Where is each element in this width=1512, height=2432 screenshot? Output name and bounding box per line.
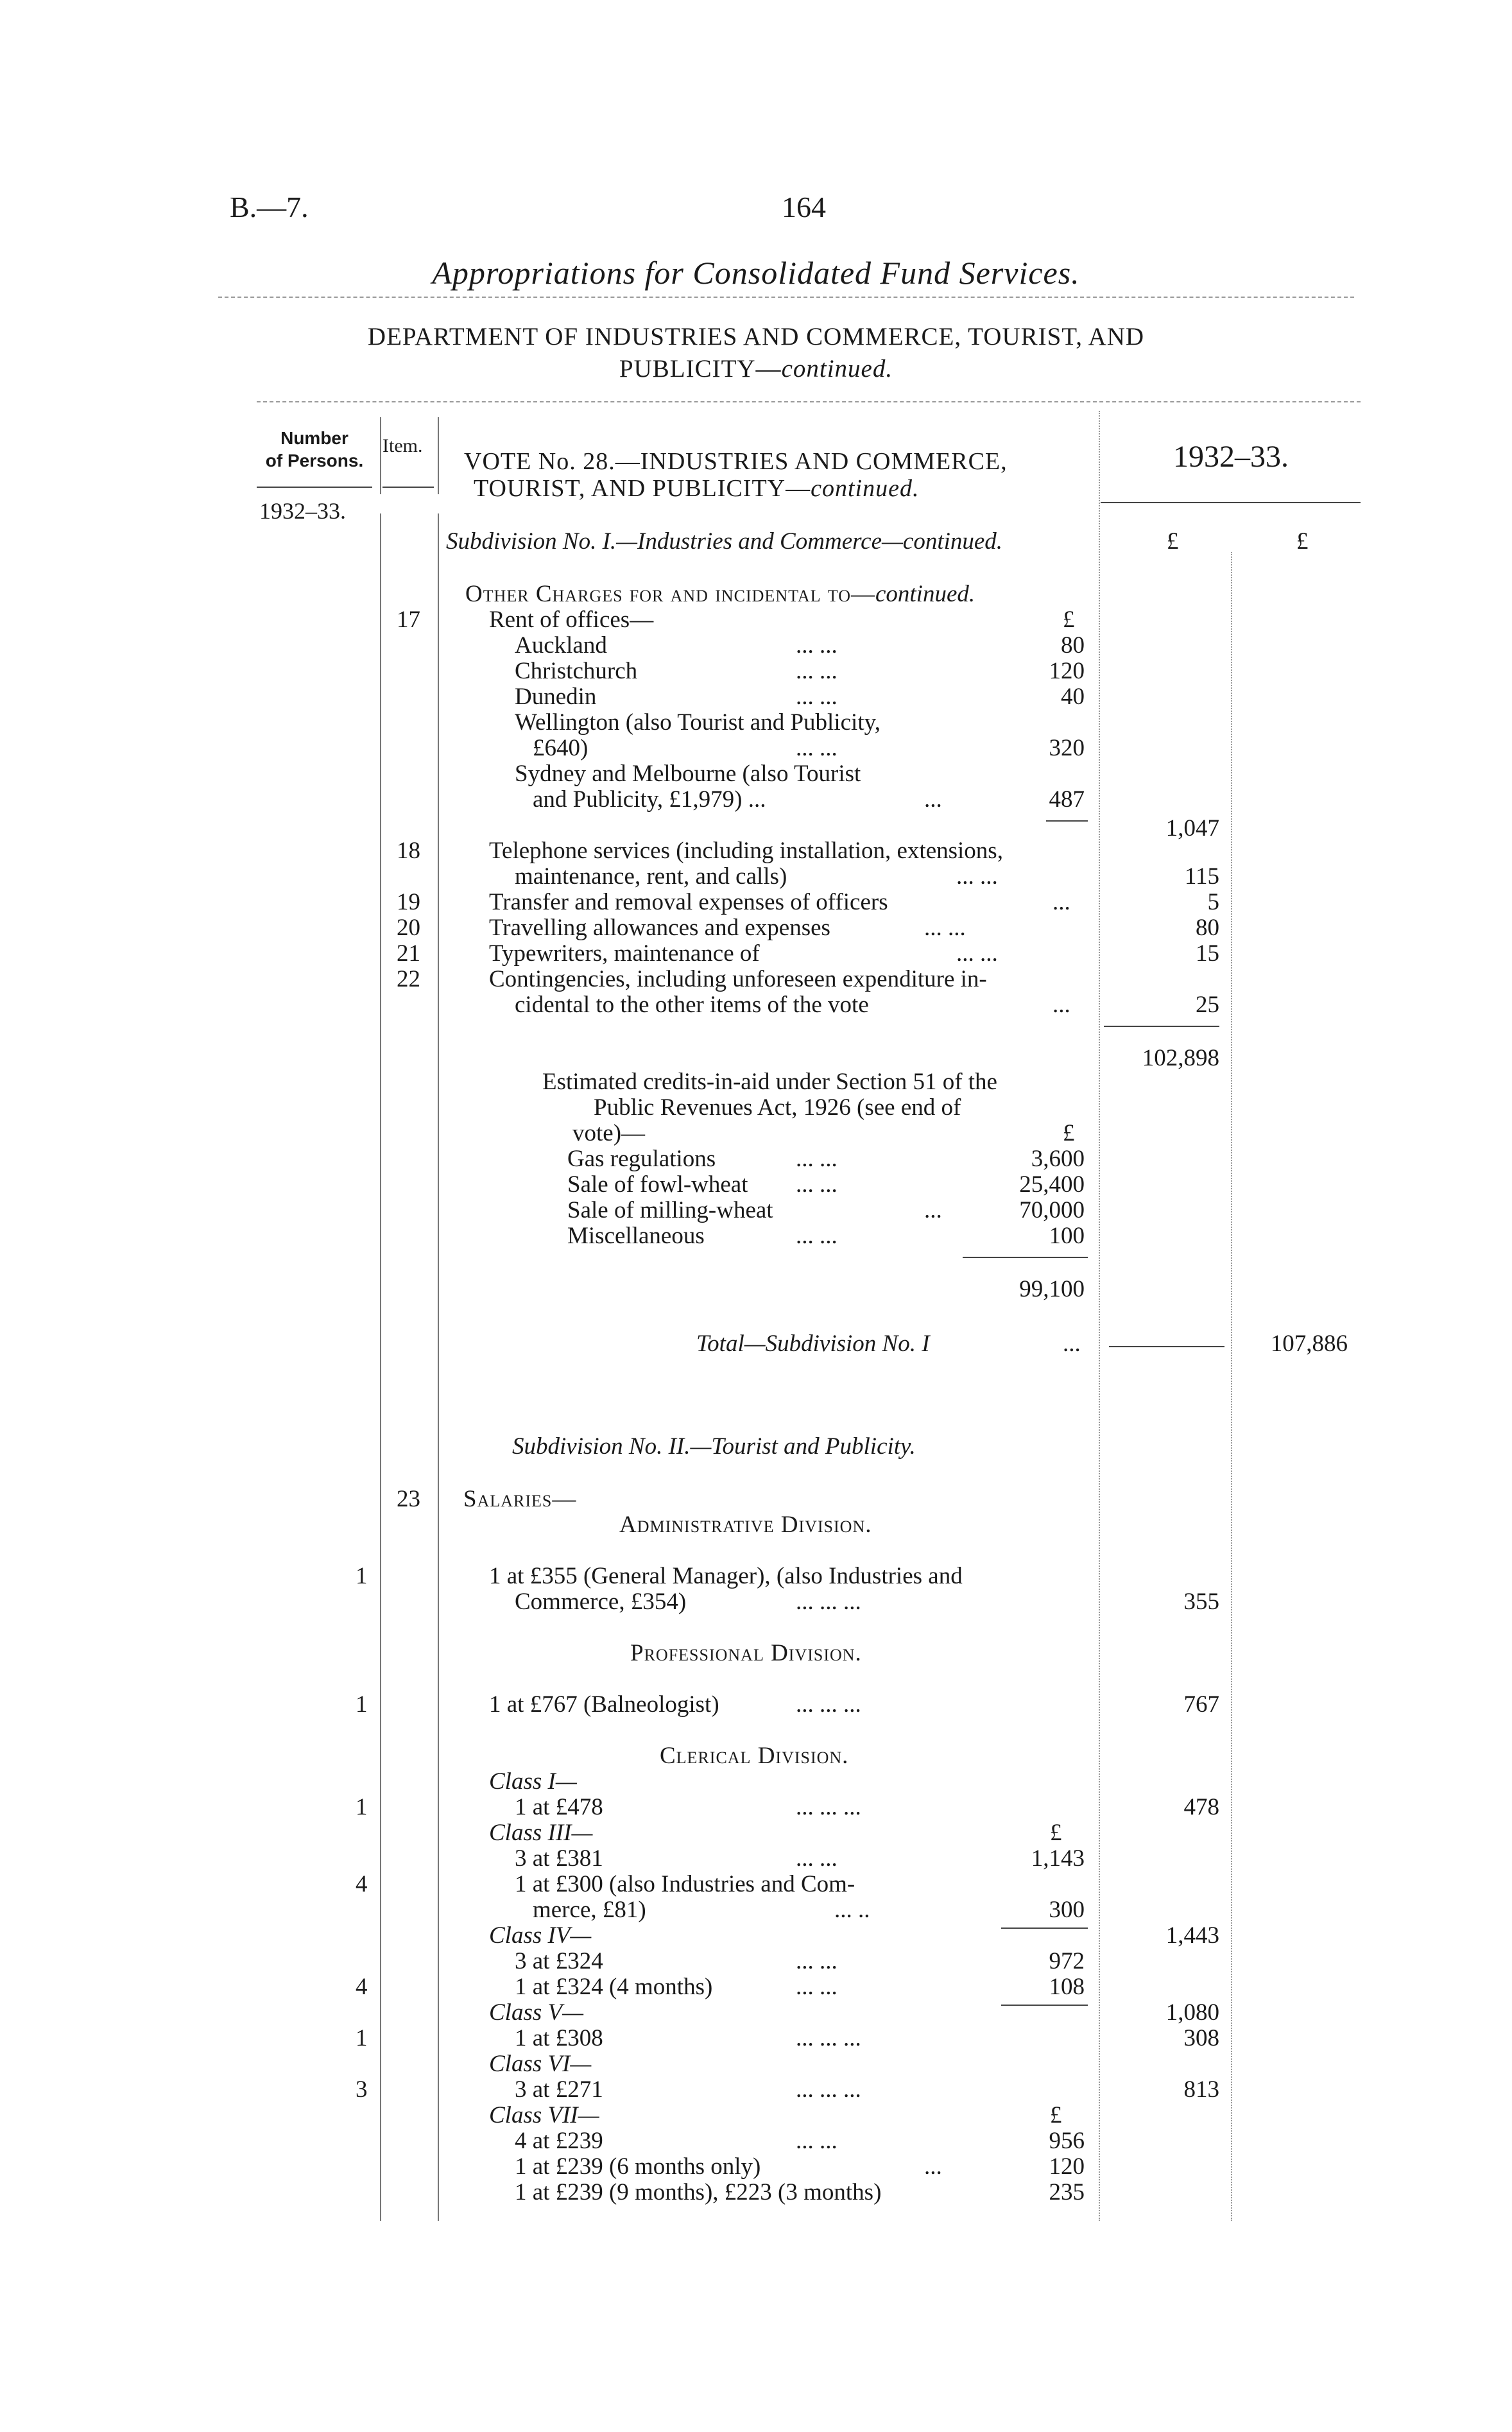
- administrative-division-heading: Administrative Division.: [619, 1512, 872, 1538]
- amount: 40: [1061, 684, 1085, 710]
- amount: 108: [1049, 1974, 1085, 2000]
- telephone-services-cont: maintenance, rent, and calls): [515, 863, 787, 890]
- class-heading: Class V—: [489, 1999, 584, 2026]
- credit-milling-wheat: Sale of milling-wheat: [567, 1197, 773, 1223]
- subdivision-2-heading: Subdivision No. II.—Tourist and Publicity.: [512, 1433, 916, 1460]
- subdivision-1-total: 107,886: [1270, 1331, 1348, 1357]
- year-heading-rule: [1101, 502, 1361, 503]
- leader-dots: ... ... ...: [796, 2025, 861, 2051]
- transfer-expenses: Transfer and removal expenses of officers: [489, 889, 888, 915]
- leader-dots: ... ...: [924, 915, 966, 941]
- leader-dots: ... ..: [834, 1897, 870, 1923]
- typewriters-maintenance: Typewriters, maintenance of: [489, 940, 760, 967]
- leader-dots: ... ...: [796, 632, 838, 659]
- leader-dots: ... ...: [796, 1171, 838, 1198]
- pound-sign: £: [1050, 1820, 1062, 1846]
- year-column-left: 1932–33.: [259, 498, 346, 524]
- vote-heading-line2: TOURIST, AND PUBLICITY—continued.: [474, 475, 920, 502]
- rent-auckland: Auckland: [515, 632, 607, 659]
- leader-dots: ...: [924, 1197, 942, 1223]
- contingencies-cont: cidental to the other items of the vote: [515, 992, 869, 1018]
- credits-in-aid-heading-cont: vote)—: [572, 1120, 646, 1146]
- header-divider: [257, 401, 1361, 402]
- rent-sydney-melbourne-cont: and Publicity, £1,979) ...: [533, 786, 766, 813]
- amount: 478: [1183, 1794, 1219, 1820]
- credits-total: 99,100: [1019, 1276, 1085, 1302]
- column-heading-persons: Number of Persons.: [265, 428, 364, 470]
- subtotal-rule: [1001, 2005, 1088, 2006]
- class-7-salary: 1 at £239 (6 months only): [515, 2153, 761, 2180]
- class-4-salary: 1 at £324 (4 months): [515, 1974, 713, 2000]
- column-rule: [438, 417, 439, 494]
- rent-wellington-cont: £640): [533, 735, 588, 761]
- class-6-salary: 3 at £271: [515, 2076, 603, 2103]
- pound-sign: £: [1063, 1120, 1075, 1146]
- department-heading-line2: PUBLICITY—continued.: [619, 355, 893, 383]
- amount: 120: [1049, 658, 1085, 684]
- class-3-total: 1,443: [1165, 1922, 1219, 1949]
- amount: 15: [1196, 940, 1219, 967]
- class-heading: Class I—: [489, 1768, 577, 1795]
- class-heading: Class IV—: [489, 1922, 592, 1949]
- subtotal-rule: [1046, 820, 1088, 822]
- amount: 80: [1061, 632, 1085, 659]
- class-1-salary: 1 at £478: [515, 1794, 603, 1820]
- leader-dots: ... ...: [796, 1845, 838, 1872]
- credit-miscellaneous: Miscellaneous: [567, 1223, 705, 1249]
- leader-dots: ... ... ...: [796, 1589, 861, 1615]
- credits-in-aid-heading-cont: Public Revenues Act, 1926 (see end of: [594, 1094, 961, 1121]
- balneologist-salary: 1 at £767 (Balneologist): [489, 1691, 719, 1718]
- amount: 120: [1049, 2153, 1085, 2180]
- leader-dots: ... ...: [796, 658, 838, 684]
- credit-gas-regulations: Gas regulations: [567, 1146, 716, 1172]
- leader-dots: ...: [1063, 1331, 1081, 1357]
- leader-dots: ... ... ...: [796, 2076, 861, 2103]
- subtotal-rule: [963, 1257, 1088, 1258]
- title-divider: [218, 297, 1354, 298]
- leader-dots: ... ...: [796, 2128, 838, 2154]
- page-title: Appropriations for Consolidated Fund Services.: [432, 255, 1080, 291]
- amount: 70,000: [1019, 1197, 1085, 1223]
- rent-sydney-melbourne: Sydney and Melbourne (also Tourist: [515, 761, 861, 787]
- class-heading: Class VI—: [489, 2051, 592, 2077]
- contingencies: Contingencies, including unforeseen expenditure in-: [489, 966, 987, 992]
- item-heading-rule: [382, 487, 434, 488]
- amount: 3,600: [1031, 1146, 1085, 1172]
- class-3-salary-cont: merce, £81): [533, 1897, 646, 1923]
- item-number: 23: [397, 1486, 420, 1512]
- persons-count: 3: [356, 2076, 368, 2103]
- pound-column-1: £: [1167, 528, 1179, 555]
- item-number: 18: [397, 838, 420, 864]
- professional-division-heading: Professional Division.: [630, 1640, 862, 1666]
- document-reference: B.—7.: [230, 191, 309, 223]
- class-3-salary: 1 at £300 (also Industries and Com-: [515, 1871, 855, 1897]
- leader-dots: ...: [924, 786, 942, 813]
- clerical-division-heading: Clerical Division.: [660, 1743, 849, 1769]
- travelling-allowances: Travelling allowances and expenses: [489, 915, 830, 941]
- salaries-heading: Salaries—: [463, 1486, 577, 1512]
- class-heading: Class VII—: [489, 2102, 599, 2128]
- persons-count: 4: [356, 1974, 368, 2000]
- persons-heading-rule: [257, 487, 372, 488]
- leader-dots: ... ...: [796, 684, 838, 710]
- amount: 235: [1049, 2179, 1085, 2205]
- rent-wellington: Wellington (also Tourist and Publicity,: [515, 709, 881, 736]
- total-rule: [1109, 1346, 1224, 1347]
- pound-column-2: £: [1296, 528, 1309, 555]
- column-rule: [380, 417, 381, 494]
- item-number: 17: [397, 607, 420, 633]
- item-number: 19: [397, 889, 420, 915]
- class-heading: Class III—: [489, 1820, 593, 1846]
- amount: 25,400: [1019, 1171, 1085, 1198]
- persons-count: 1: [356, 1563, 368, 1589]
- item-number: 21: [397, 940, 420, 967]
- leader-dots: ... ... ...: [796, 1794, 861, 1820]
- amount: 813: [1183, 2076, 1219, 2103]
- pound-sign: £: [1063, 607, 1075, 633]
- rent-dunedin: Dunedin: [515, 684, 597, 710]
- persons-count: 1: [356, 2025, 368, 2051]
- column-rule: [1231, 552, 1232, 2221]
- item-number: 20: [397, 915, 420, 941]
- credits-in-aid-heading: Estimated credits-in-aid under Section 51 of the: [542, 1069, 997, 1095]
- amount: 767: [1183, 1691, 1219, 1718]
- subdivision-1-heading: Subdivision No. I.—Industries and Commerce—continued.: [446, 528, 1003, 555]
- amount: 1,143: [1031, 1845, 1085, 1872]
- page-number: 164: [782, 191, 826, 223]
- column-rule: [380, 513, 381, 2221]
- leader-dots: ...: [1052, 992, 1070, 1018]
- class-7-salary: 4 at £239: [515, 2128, 603, 2154]
- class-5-salary: 1 at £308: [515, 2025, 603, 2051]
- year-column-right: 1932–33.: [1173, 440, 1289, 474]
- rent-christchurch: Christchurch: [515, 658, 638, 684]
- leader-dots: ... ...: [796, 735, 838, 761]
- class-4-total: 1,080: [1165, 1999, 1219, 2026]
- other-charges-heading: Other Charges for and incidental to—continued.: [465, 581, 975, 607]
- class-7-salary: 1 at £239 (9 months), £223 (3 months): [515, 2179, 882, 2205]
- leader-dots: ... ...: [796, 1974, 838, 2000]
- leader-dots: ...: [1052, 889, 1070, 915]
- pound-sign: £: [1050, 2102, 1062, 2128]
- subdivision-1-total-label: Total—Subdivision No. I: [696, 1331, 930, 1357]
- amount: 80: [1196, 915, 1219, 941]
- amount: 355: [1183, 1589, 1219, 1615]
- amount: 100: [1049, 1223, 1085, 1249]
- item-number: 22: [397, 966, 420, 992]
- credit-fowl-wheat: Sale of fowl-wheat: [567, 1171, 748, 1198]
- telephone-services: Telephone services (including installation, extensions,: [489, 838, 1003, 864]
- general-manager-salary-cont: Commerce, £354): [515, 1589, 687, 1615]
- charges-subtotal: 102,898: [1142, 1045, 1219, 1071]
- vote-heading-line1: VOTE No. 28.—INDUSTRIES AND COMMERCE,: [464, 448, 1008, 475]
- amount: 300: [1049, 1897, 1085, 1923]
- subtotal-rule: [1001, 1927, 1088, 1929]
- amount: 5: [1207, 889, 1219, 915]
- leader-dots: ... ... ...: [796, 1691, 861, 1718]
- amount: 972: [1049, 1948, 1085, 1974]
- column-heading-item: Item.: [382, 435, 423, 456]
- leader-dots: ... ...: [956, 863, 998, 890]
- column-rule: [1099, 411, 1100, 2221]
- general-manager-salary: 1 at £355 (General Manager), (also Industries and: [489, 1563, 963, 1589]
- amount: 115: [1184, 863, 1219, 890]
- persons-count: 4: [356, 1871, 368, 1897]
- amount: 320: [1049, 735, 1085, 761]
- leader-dots: ... ...: [796, 1223, 838, 1249]
- class-4-salary: 3 at £324: [515, 1948, 603, 1974]
- rent-total: 1,047: [1165, 815, 1219, 841]
- persons-count: 1: [356, 1794, 368, 1820]
- amount: 956: [1049, 2128, 1085, 2154]
- rent-of-offices: Rent of offices—: [489, 607, 654, 633]
- leader-dots: ... ...: [956, 940, 998, 967]
- persons-count: 1: [356, 1691, 368, 1718]
- column-rule: [438, 513, 439, 2221]
- leader-dots: ... ...: [796, 1146, 838, 1172]
- leader-dots: ...: [924, 2153, 942, 2180]
- leader-dots: ... ...: [796, 1948, 838, 1974]
- amount: 308: [1183, 2025, 1219, 2051]
- department-heading-line1: DEPARTMENT OF INDUSTRIES AND COMMERCE, TOURIST, AND: [367, 323, 1145, 350]
- amount: 487: [1049, 786, 1085, 813]
- subtotal-rule: [1104, 1026, 1219, 1027]
- class-3-salary: 3 at £381: [515, 1845, 603, 1872]
- amount: 25: [1196, 992, 1219, 1018]
